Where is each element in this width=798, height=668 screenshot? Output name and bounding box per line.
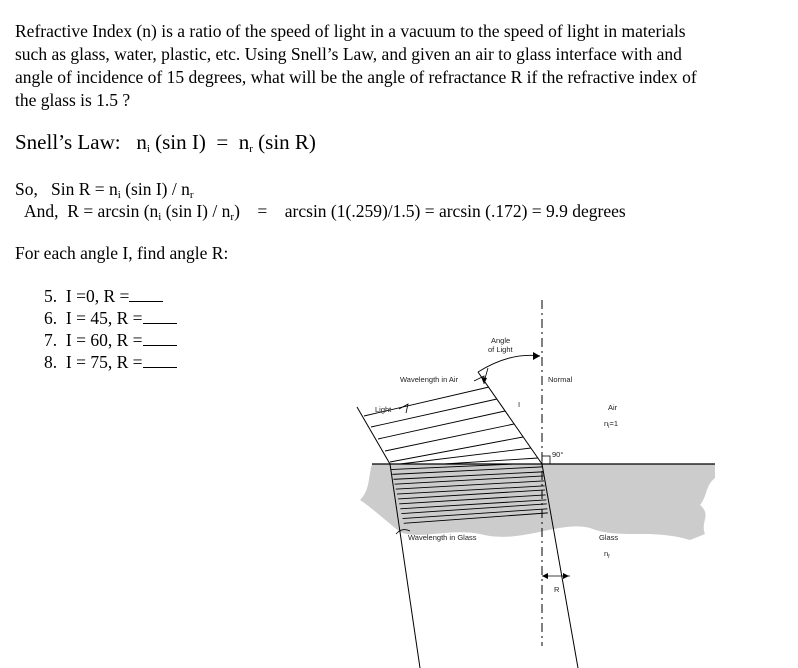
glass-region: [360, 464, 715, 540]
subscript-i: i: [146, 143, 150, 155]
right-angle-marker: [542, 456, 550, 464]
equals-sign: =: [257, 201, 268, 221]
ninety-degree-label: 90°: [552, 450, 564, 459]
subscript-r: r: [189, 189, 194, 201]
index-value: =1: [609, 419, 619, 428]
glass-label: Glass: [599, 533, 619, 542]
refraction-angle-label: R: [554, 585, 560, 594]
and-prefix: And,: [24, 201, 59, 221]
and-rhs: arcsin (1(.259)/1.5) = arcsin (.172) = 9.9 degrees: [284, 201, 626, 221]
equals-sign: =: [216, 130, 229, 154]
light-marker: [399, 404, 408, 413]
sin-i: (sin I): [155, 130, 206, 154]
subscript-i: i: [158, 211, 162, 223]
so-lhs: Sin R = n: [50, 179, 118, 199]
wavelength-glass-label: Wavelength in Glass: [408, 533, 477, 542]
question-number: 8.: [44, 352, 58, 372]
question-text: I =0, R =: [65, 286, 130, 306]
n-symbol: n: [136, 130, 147, 154]
question-text: I = 60, R =: [65, 330, 143, 350]
subscript-r: r: [608, 554, 611, 560]
intro-line: such as glass, water, plastic, etc. Using Snell’s Law, and given an air to glass interface with and: [15, 44, 682, 64]
snell-label: Snell’s Law:: [15, 130, 121, 154]
air-index-label: [604, 419, 618, 430]
angle-of-light-label: of Light: [488, 345, 513, 354]
normal-label: Normal: [548, 375, 573, 384]
glass-index-label: [604, 549, 610, 560]
intro-line: the glass is 1.5 ?: [15, 90, 131, 110]
and-close: ): [234, 201, 240, 221]
r-arrow-right: [563, 573, 569, 579]
question-number: 5.: [44, 286, 58, 306]
intro-line: Refractive Index (n) is a ratio of the speed of light in a vacuum to the speed of light in materials: [15, 21, 686, 41]
question-number: 6.: [44, 308, 58, 328]
so-prefix: So,: [15, 179, 38, 199]
incidence-label: I: [518, 400, 521, 409]
subscript-i: i: [117, 189, 121, 201]
air-label: Air: [608, 403, 618, 412]
subscript-r: r: [249, 143, 253, 155]
beam-edge-left-air: [357, 407, 390, 464]
question-text: I = 45, R =: [65, 308, 143, 328]
sin-r: (sin R): [258, 130, 316, 154]
light-label: Light: [375, 405, 392, 414]
angle-arrowhead: [533, 352, 540, 360]
n-symbol: n: [604, 549, 609, 558]
and-lhs: R = arcsin (n: [67, 201, 159, 221]
question-text: I = 75, R =: [65, 352, 143, 372]
subscript-r: r: [230, 211, 235, 223]
air-wavefronts: [364, 387, 538, 464]
n-symbol: n: [604, 419, 609, 428]
intro-line: angle of incidence of 15 degrees, what will be the angle of refractance R if the refractive index of: [15, 67, 697, 87]
for-each-prompt: For each angle I, find angle R:: [15, 243, 229, 263]
r-arrow-left: [542, 573, 548, 579]
and-mid: (sin I) / n: [161, 201, 231, 221]
so-mid: (sin I) / n: [120, 179, 190, 199]
wavelength-air-label: Wavelength in Air: [400, 375, 459, 384]
angle-of-light-label: Angle: [491, 336, 511, 345]
n-symbol: n: [238, 130, 250, 154]
subscript-i: i: [608, 424, 610, 430]
question-number: 7.: [44, 330, 58, 350]
